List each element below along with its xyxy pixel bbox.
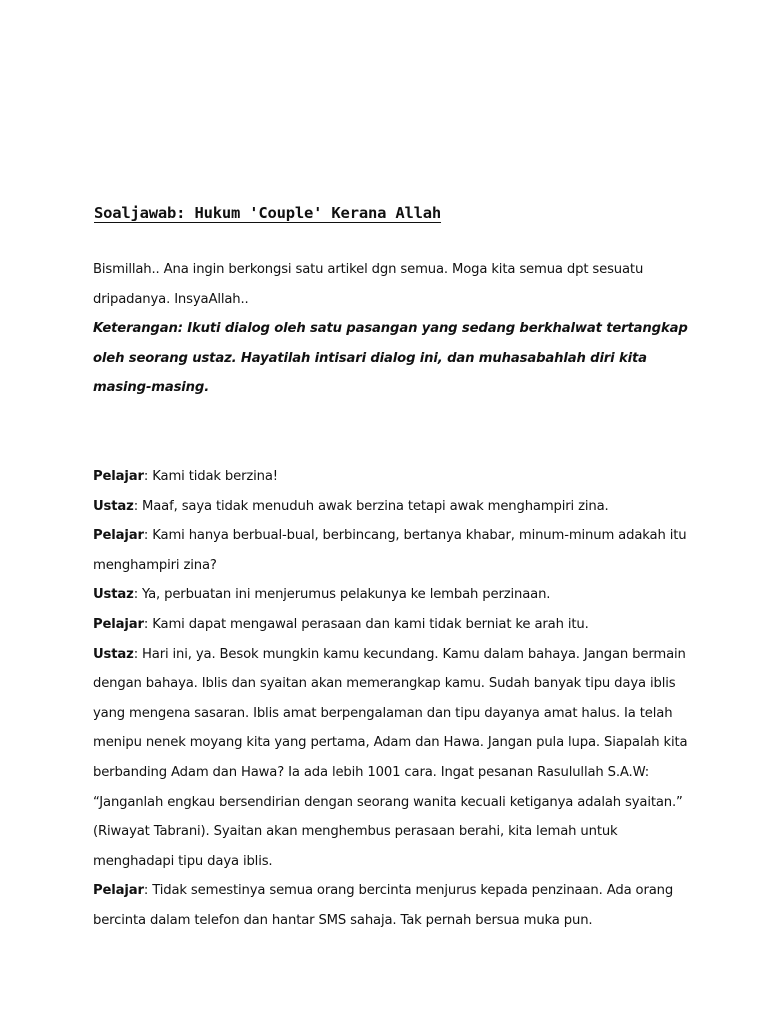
intro-paragraph: Bismillah.. Ana ingin berkongsi satu artikel dgn semua. Moga kita semua dpt sesuatu dripadanya. InsyaAllah.. [93, 262, 644, 307]
dialog-line [93, 462, 693, 492]
paragraph-spacer [93, 403, 693, 462]
dialog-text: : Tidak semestinya semua orang bercinta menjurus kepada penzinaan. Ada orang bercinta dalam telefon dan hantar SMS sahaja. Tak pernah bersua muka pun. [93, 883, 674, 928]
article-title: Soaljawab: Hukum 'Couple' Kerana Allah [94, 204, 442, 222]
speaker-name: Pelajar [93, 528, 144, 544]
speaker-name: Pelajar [93, 616, 144, 632]
dialog-line [93, 521, 693, 580]
dialog-line [93, 876, 693, 935]
note-paragraph: Keterangan: Ikuti dialog oleh satu pasangan yang sedang berkhalwat tertangkap oleh seorang ustaz. Hayatilah intisari dialog ini, dan muhasabahlah diri kita masing-masing. [93, 321, 688, 396]
dialog-text: : Kami tidak berzina! [143, 468, 278, 484]
dialog-text: : Kami dapat mengawal perasaan dan kami tidak berniat ke arah itu. [143, 616, 589, 632]
dialog-text: : Ya, perbuatan ini menjerumus pelakunya ke lembah perzinaan. [133, 587, 551, 603]
speaker-name: Ustaz [93, 587, 134, 603]
dialog-text: : Kami hanya berbual-bual, berbincang, bertanya khabar, minum-minum adakah itu menghampiri zina? [93, 528, 687, 573]
speaker-name: Ustaz [93, 498, 134, 514]
speaker-name: Pelajar [93, 883, 144, 899]
dialog-line [93, 492, 693, 522]
article-body [93, 255, 693, 935]
dialog-line [93, 610, 693, 640]
speaker-name: Pelajar [93, 468, 144, 484]
dialog-line [93, 640, 693, 877]
dialog-text: : Maaf, saya tidak menuduh awak berzina tetapi awak menghampiri zina. [133, 498, 609, 514]
dialog-text: : Hari ini, ya. Besok mungkin kamu kecundang. Kamu dalam bahaya. Jangan bermain dengan bahaya. Iblis dan syaitan akan memerangkap kamu. Sudah banyak tipu daya iblis yang mengena sasaran. Iblis amat berpengalaman dan tipu dayanya amat halus. Ia telah menipu nenek moyang kita yang pertama, Adam dan Hawa. Jangan pula lupa. Siapalah kita berbanding Adam dan Hawa? Ia ada lebih 1001 cara. Ingat pesanan Rasulullah S.A.W: “Janganlah engkau bersendirian dengan seorang wanita kecuali ketiganya adalah syaitan.” (Riwayat Tabrani). Syaitan akan menghembus perasaan berahi, kita lemah untuk menghadapi tipu daya iblis. [93, 646, 688, 869]
dialog-line [93, 580, 693, 610]
speaker-name: Ustaz [93, 646, 134, 662]
